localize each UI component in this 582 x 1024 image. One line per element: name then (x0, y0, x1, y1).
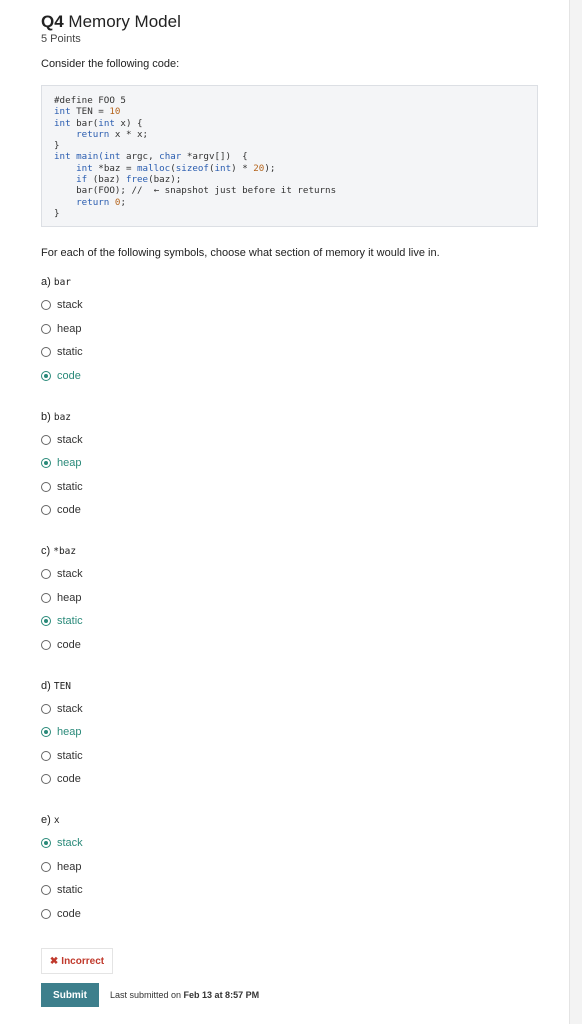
radio-icon[interactable] (41, 505, 51, 515)
result-label: Incorrect (61, 955, 105, 967)
part-label: d) TEN (41, 679, 72, 692)
option-label: static (57, 749, 83, 762)
option-stack[interactable] (41, 432, 83, 448)
code-block: #define FOO 5 int TEN = 10 int bar(int x) { return x * x; } int main(int argc, char *argv[]) { int *baz = malloc(sizeof(int) * 20); if (baz) free(baz); bar(FOO); // ← snapshot just before it returns return 0; } (41, 85, 538, 227)
option-label: stack (57, 702, 83, 715)
option-static[interactable] (41, 748, 83, 764)
radio-selected-icon[interactable] (41, 616, 51, 626)
part-label: e) x (41, 814, 60, 826)
radio-icon[interactable] (41, 640, 51, 650)
option-label: static (57, 615, 83, 627)
option-label: code (57, 504, 81, 516)
option-static[interactable] (41, 344, 83, 360)
radio-icon[interactable] (41, 569, 51, 579)
option-label: static (57, 346, 83, 358)
option-code[interactable] (41, 368, 81, 384)
option-stack[interactable] (41, 701, 83, 717)
question-title: Q4 Memory Model (41, 12, 181, 31)
option-static[interactable] (41, 613, 83, 629)
radio-icon[interactable] (41, 300, 51, 310)
option-stack[interactable] (41, 566, 83, 582)
radio-icon[interactable] (41, 593, 51, 603)
last-submitted: Last submitted on Feb 13 at 8:57 PM (110, 990, 260, 1000)
radio-icon[interactable] (41, 347, 51, 357)
option-label: heap (57, 726, 82, 738)
option-code[interactable] (41, 771, 81, 787)
radio-icon[interactable] (41, 909, 51, 919)
radio-selected-icon[interactable] (41, 458, 51, 468)
option-label: static (57, 480, 83, 493)
option-stack[interactable] (41, 835, 83, 851)
radio-icon[interactable] (41, 774, 51, 784)
option-label: code (57, 638, 81, 651)
radio-selected-icon[interactable] (41, 838, 51, 848)
option-label: stack (57, 568, 83, 580)
option-label: code (57, 369, 81, 382)
option-code[interactable] (41, 906, 81, 922)
part-label: a) bar (41, 276, 72, 288)
option-label: heap (57, 860, 82, 873)
question-prompt: Consider the following code: (41, 58, 180, 70)
option-stack[interactable] (41, 297, 83, 313)
radio-icon[interactable] (41, 704, 51, 714)
option-label: stack (57, 433, 83, 446)
instructions: For each of the following symbols, choose what section of memory it would live in. (41, 247, 440, 259)
result-badge (41, 948, 113, 974)
radio-selected-icon[interactable] (41, 371, 51, 381)
option-heap[interactable] (41, 321, 81, 337)
radio-icon[interactable] (41, 751, 51, 761)
part-label: c) *baz (41, 545, 77, 557)
radio-icon[interactable] (41, 862, 51, 872)
option-label: code (57, 773, 81, 785)
option-code[interactable] (41, 637, 81, 653)
option-label: static (57, 884, 83, 896)
part-label: b) baz (41, 410, 72, 423)
submit-button[interactable]: Submit (41, 983, 99, 1007)
option-heap[interactable] (41, 455, 81, 471)
option-heap[interactable] (41, 590, 81, 606)
option-code[interactable] (41, 502, 81, 518)
option-label: stack (57, 299, 83, 311)
option-label: heap (57, 591, 82, 604)
option-heap[interactable] (41, 859, 81, 875)
option-static[interactable] (41, 882, 83, 898)
option-label: heap (57, 322, 82, 335)
question-points: 5 Points (41, 33, 81, 45)
scrollbar[interactable] (569, 0, 582, 1024)
option-label: stack (57, 837, 83, 849)
option-label: code (57, 907, 81, 920)
radio-icon[interactable] (41, 482, 51, 492)
option-static[interactable] (41, 479, 83, 495)
radio-icon[interactable] (41, 885, 51, 895)
option-label: heap (57, 457, 82, 469)
radio-icon[interactable] (41, 435, 51, 445)
close-icon: ✖ (49, 955, 59, 967)
radio-selected-icon[interactable] (41, 727, 51, 737)
option-heap[interactable] (41, 724, 81, 740)
radio-icon[interactable] (41, 324, 51, 334)
